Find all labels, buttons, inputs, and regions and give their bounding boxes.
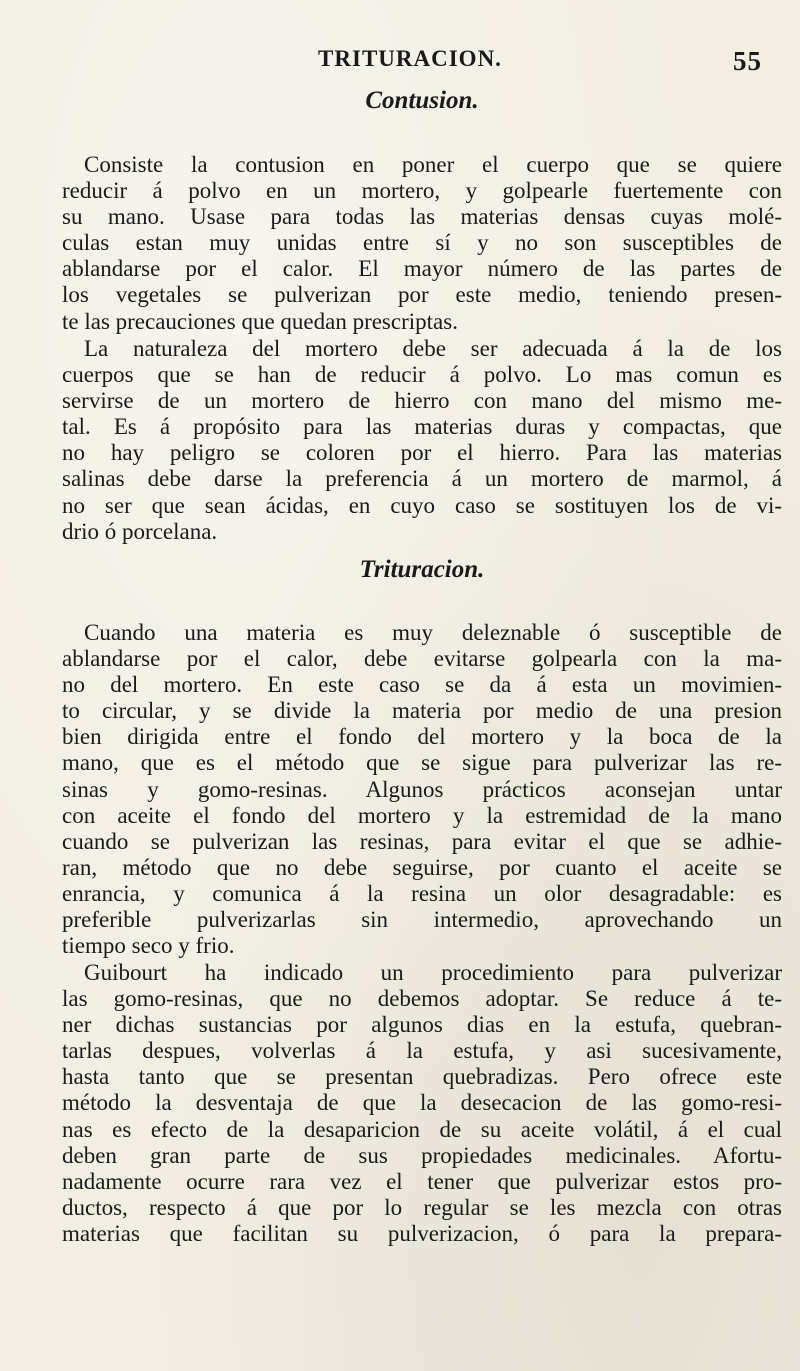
- text-line: preferible pulverizarlas sin intermedio, aprovechando un: [62, 907, 782, 933]
- text-line: enrancia, y comunica á la resina un olor desagradable: es: [62, 880, 782, 906]
- text-line: los vegetales se pulverizan por este medio, teniendo presen-: [62, 282, 782, 308]
- text-line: nas es efecto de la desaparicion de su aceite volátil, á el cual: [62, 1116, 782, 1142]
- text-line: Consiste la contusion en poner el cuerpo que se quiere: [84, 152, 782, 177]
- text-line: tiempo seco y frio.: [62, 933, 235, 959]
- text-line: La naturaleza del mortero debe ser adecuada á la de los: [84, 336, 782, 361]
- text-line: ner dichas sustancias por algunos dias en la estufa, quebran-: [62, 1012, 782, 1038]
- paragraph-trituracion-2: [62, 960, 782, 1247]
- text-line: ablandarse por el calor, debe evitarse golpearla con la ma-: [62, 646, 782, 672]
- text-line: hasta tanto que se presentan quebradizas. Pero ofrece este: [62, 1064, 782, 1090]
- text-line: bien dirigida entre el fondo del mortero y la boca de la: [62, 724, 782, 750]
- running-title: TRITURACION.: [318, 46, 502, 71]
- text-line: materias que facilitan su pulverizacion, ó para la prepara-: [62, 1220, 782, 1246]
- text-line: las gomo-resinas, que no debemos adoptar. Se reduce á te-: [62, 986, 782, 1012]
- section-contusion: [62, 86, 782, 116]
- text-line: ran, método que no debe seguirse, por cuanto el aceite se: [62, 854, 782, 880]
- text-line: te las precauciones que quedan prescriptas.: [62, 308, 458, 334]
- paragraph-contusion-1: [62, 152, 782, 335]
- text-line: drio ó porcelana.: [62, 518, 218, 544]
- paragraph-contusion-2: [62, 336, 782, 545]
- section-heading-trituracion: Trituracion.: [359, 556, 485, 583]
- text-line: tarlas despues, volverlas á la estufa, y asi sucesivamente,: [62, 1038, 782, 1064]
- text-line: con aceite el fondo del mortero y la estremidad de la mano: [62, 802, 782, 828]
- text-line: método la desventaja de que la desecacion de las gomo-resi-: [62, 1090, 782, 1116]
- section-heading-contusion: Contusion.: [365, 87, 479, 114]
- text-line: to circular, y se divide la materia por medio de una presion: [62, 698, 782, 724]
- text-line: no del mortero. En este caso se da á esta un movimien-: [62, 672, 782, 698]
- text-line: cuerpos que se han de reducir á polvo. Lo mas comun es: [62, 362, 782, 388]
- text-line: salinas debe darse la preferencia á un mortero de marmol, á: [62, 466, 782, 492]
- text-line: deben gran parte de sus propiedades medicinales. Afortu-: [62, 1142, 782, 1168]
- text-line: su mano. Usase para todas las materias densas cuyas molé-: [62, 204, 782, 230]
- text-line: no hay peligro se coloren por el hierro. Para las materias: [62, 440, 782, 466]
- text-line: sinas y gomo-resinas. Algunos prácticos aconsejan untar: [62, 776, 782, 802]
- running-header: [60, 46, 760, 76]
- text-line: cuando se pulverizan las resinas, para evitar el que se adhie-: [62, 828, 782, 854]
- section-trituracion: [62, 555, 782, 585]
- text-line: mano, que es el método que se sigue para pulverizar las re-: [62, 750, 782, 776]
- text-line: Guibourt ha indicado un procedimiento para pulverizar: [84, 960, 782, 985]
- paragraph-trituracion-1: [62, 620, 782, 959]
- text-line: no ser que sean ácidas, en cuyo caso se sostituyen los de vi-: [62, 492, 782, 518]
- text-line: tal. Es á propósito para las materias duras y compactas, que: [62, 414, 782, 440]
- text-line: ablandarse por el calor. El mayor número de las partes de: [62, 256, 782, 282]
- text-line: nadamente ocurre rara vez el tener que pulverizar estos pro-: [62, 1168, 782, 1194]
- text-line: servirse de un mortero de hierro con mano del mismo me-: [62, 388, 782, 414]
- text-line: culas estan muy unidas entre sí y no son susceptibles de: [62, 230, 782, 256]
- text-line: Cuando una materia es muy deleznable ó susceptible de: [84, 620, 782, 645]
- text-line: reducir á polvo en un mortero, y golpearle fuertemente con: [62, 178, 782, 204]
- page-number: 55: [733, 46, 762, 76]
- text-line: ductos, respecto á que por lo regular se les mezcla con otras: [62, 1194, 782, 1220]
